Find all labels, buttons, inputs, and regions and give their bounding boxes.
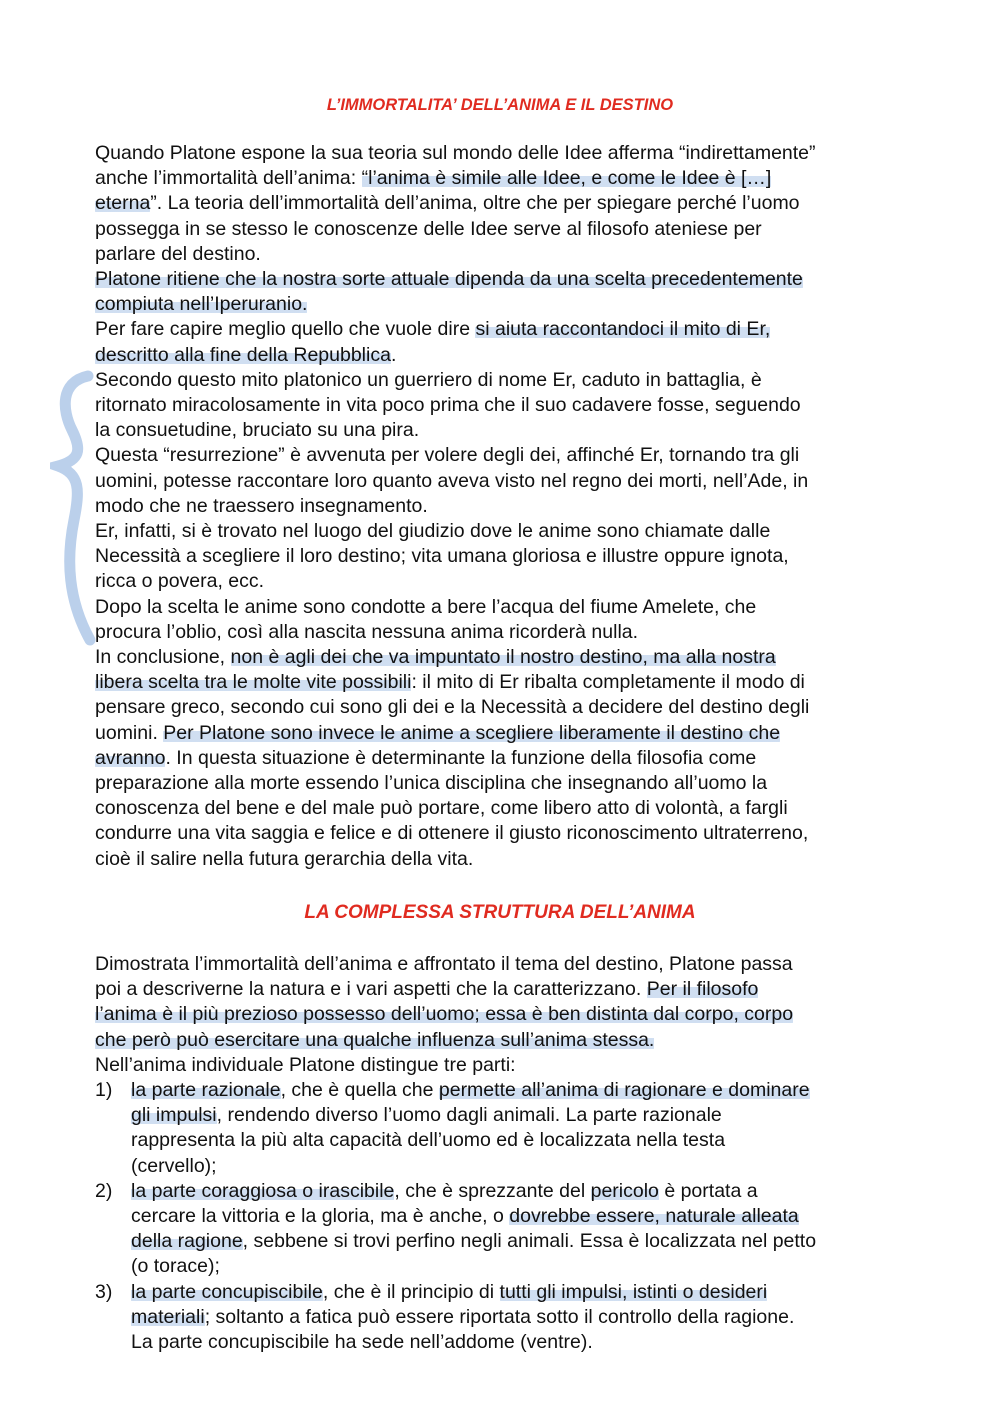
highlighted-text: compiuta nell’Iperuranio. <box>95 293 308 316</box>
text-segment: , che è il principio di <box>322 1280 500 1303</box>
text-line <box>131 1254 925 1279</box>
text-segment: , rendendo diverso l’uomo dagli animali. La parte razionale <box>216 1104 722 1127</box>
text-line <box>95 620 925 645</box>
highlighted-text: l’anima è il più prezioso possesso dell’uomo; essa è ben distinta dal corpo, corpo <box>95 1003 794 1026</box>
text-segment: cercare la vittoria e la gloria, ma è anche, o <box>131 1205 510 1228</box>
text-line <box>131 1305 925 1330</box>
text-line <box>95 1002 925 1027</box>
highlighted-text: la parte razionale <box>131 1079 281 1101</box>
highlighted-text: della ragione <box>131 1230 243 1253</box>
text-segment: (cervello); <box>131 1154 217 1177</box>
text-line <box>95 569 925 594</box>
text-segment: la consuetudine, bruciato su una pira. <box>95 419 420 442</box>
text-line <box>131 1229 925 1254</box>
text-line <box>131 1103 925 1128</box>
text-segment: pensare greco, secondo cui sono gli dei e la Necessità a decidere del destino degli <box>95 696 810 719</box>
text-segment: ricca o povera, ecc. <box>95 570 265 593</box>
text-line <box>95 141 925 166</box>
text-segment: cioè il salire nella futura gerarchia della vita. <box>95 847 474 870</box>
text-line <box>95 544 925 569</box>
highlighted-text: dovrebbe essere, naturale alleata <box>509 1205 799 1228</box>
highlighted-text: la parte concupiscibile <box>131 1280 323 1303</box>
text-segment: poi a descriverne la natura e i vari aspetti che la caratterizzano. <box>95 978 647 1001</box>
soul-part-item <box>95 1078 925 1179</box>
text-line <box>95 796 925 821</box>
soul-parts-list <box>95 1078 925 1355</box>
text-line <box>131 1128 925 1153</box>
text-line <box>131 1078 925 1103</box>
highlighted-text: Per Platone sono invece le anime a scegliere liberamente il destino che <box>163 721 781 744</box>
text-line <box>95 343 925 368</box>
text-line <box>95 242 925 267</box>
highlighted-text: che però può esercitare una qualche influenza sull’anima stessa. <box>95 1028 655 1051</box>
text-line <box>95 469 925 494</box>
soul-part-item <box>95 1280 925 1356</box>
text-line <box>95 977 925 1002</box>
text-segment: Secondo questo mito platonico un guerriero di nome Er, caduto in battaglia, è <box>95 368 762 391</box>
text-segment: Questa “resurrezione” è avvenuta per volere degli dei, affinché Er, tornando tra gli <box>95 444 800 467</box>
paragraph-block-immortality <box>95 141 925 872</box>
text-segment: ; soltanto a fatica può essere riportata sotto il controllo della ragione. <box>204 1305 795 1328</box>
text-line <box>95 746 925 771</box>
text-segment: In conclusione, <box>95 646 231 669</box>
highlighted-text: eterna <box>95 192 151 215</box>
text-line <box>95 519 925 544</box>
paragraph-block-soul-structure <box>95 952 925 1078</box>
text-segment: Necessità a scegliere il loro destino; vita umana gloriosa e illustre oppure ignota, <box>95 545 789 568</box>
highlighted-text: tutti gli impulsi, istinti o desideri <box>499 1280 768 1303</box>
text-segment: ritornato miracolosamente in vita poco prima che il suo cadavere fosse, seguendo <box>95 394 801 417</box>
text-segment: Per fare capire meglio quello che vuole dire <box>95 318 476 341</box>
text-segment: procura l’oblio, così alla nascita nessuna anima ricorderà nulla. <box>95 620 639 643</box>
highlighted-text: permette all’anima di ragionare e dominare <box>438 1079 810 1101</box>
text-line <box>95 393 925 418</box>
text-line <box>95 191 925 216</box>
highlighted-text: materiali <box>131 1305 205 1328</box>
text-segment: Nell’anima individuale Platone distingue tre parti: <box>95 1053 516 1076</box>
section-title-immortality: L’IMMORTALITA’ DELL’ANIMA E IL DESTINO <box>326 96 674 114</box>
highlighted-text: “l’anima è simile alle Idee, e come le Idee è […] <box>361 167 772 190</box>
text-line <box>131 1204 925 1229</box>
highlighted-text: pericolo <box>590 1179 659 1202</box>
text-segment: , che è sprezzante del <box>394 1179 591 1202</box>
highlighted-text: Per il filosofo <box>646 978 759 1001</box>
text-segment: preparazione alla morte essendo l’unica disciplina che insegnando all’uomo la <box>95 772 768 795</box>
text-line <box>95 267 925 292</box>
text-segment: Quando Platone espone la sua teoria sul mondo delle Idee afferma “indirettamente” <box>95 142 816 164</box>
text-line <box>95 645 925 670</box>
text-line <box>131 1154 925 1179</box>
text-segment: modo che ne traessero insegnamento. <box>95 494 428 517</box>
text-segment: uomini, potesse raccontare loro quanto aveva visto nel regno dei morti, nell’Ade, in <box>95 469 809 492</box>
text-line <box>95 443 925 468</box>
text-segment: Dimostrata l’immortalità dell’anima e affrontato il tema del destino, Platone passa <box>95 953 793 975</box>
text-segment: ”. La teoria dell’immortalità dell’anima, oltre che per spiegare perché l’uomo <box>150 192 800 215</box>
highlighted-text: avranno <box>95 746 166 769</box>
text-line <box>95 595 925 620</box>
text-line <box>95 317 925 342</box>
text-line <box>95 292 925 317</box>
text-segment: possegga in se stesso le conoscenze delle Idee serve al filosofo ateniese per <box>95 217 762 240</box>
section-title-soul-structure: LA COMPLESSA STRUTTURA DELL’ANIMA <box>304 902 696 923</box>
text-line <box>95 670 925 695</box>
text-line <box>95 952 925 977</box>
text-segment: conoscenza del bene e del male può portare, come libero atto di volontà, a fargli <box>95 797 788 820</box>
text-segment: Er, infatti, si è trovato nel luogo del giudizio dove le anime sono chiamate dalle <box>95 520 771 543</box>
text-line <box>95 217 925 242</box>
soul-part-item <box>95 1179 925 1280</box>
brace-annotation-mark <box>50 370 100 650</box>
text-line <box>95 494 925 519</box>
text-segment: . <box>390 343 397 366</box>
text-segment: : il mito di Er ribalta completamente il modo di <box>411 671 805 694</box>
highlighted-text: non è agli dei che va impuntato il nostro destino, ma alla nostra <box>230 646 776 669</box>
highlighted-text: la parte coraggiosa o irascibile <box>131 1179 395 1202</box>
text-segment: è portata a <box>658 1179 758 1202</box>
text-segment: rappresenta la più alta capacità dell’uomo ed è localizzata nella testa <box>131 1129 726 1152</box>
text-line <box>95 368 925 393</box>
text-line <box>131 1280 925 1305</box>
list-number: 2) <box>95 1179 113 1202</box>
text-line <box>95 1028 925 1053</box>
text-line <box>95 821 925 846</box>
highlighted-text: descritto alla fine della Repubblica <box>95 343 391 366</box>
text-segment: uomini. <box>95 721 164 744</box>
text-segment: , sebbene si trovi perfino negli animali. Essa è localizzata nel petto <box>242 1230 817 1253</box>
text-line <box>95 166 925 191</box>
text-line <box>95 418 925 443</box>
text-line <box>131 1179 925 1204</box>
highlighted-text: gli impulsi <box>131 1104 217 1127</box>
text-segment: La parte concupiscibile ha sede nell’addome (ventre). <box>131 1331 593 1354</box>
text-line <box>95 771 925 796</box>
text-segment: , che è quella che <box>280 1079 439 1101</box>
text-line <box>131 1330 925 1355</box>
text-line <box>95 721 925 746</box>
text-line <box>95 1053 925 1078</box>
text-line <box>95 847 925 872</box>
text-segment: condurre una vita saggia e felice e di ottenere il giusto riconoscimento ultraterreno, <box>95 822 809 845</box>
text-segment: anche l’immortalità dell’anima: <box>95 167 362 190</box>
highlighted-text: Platone ritiene che la nostra sorte attuale dipenda da una scelta precedentemente <box>95 268 803 291</box>
text-line <box>95 695 925 720</box>
list-number: 3) <box>95 1280 113 1303</box>
text-segment: (o torace); <box>131 1255 220 1278</box>
highlighted-text: libera scelta tra le molte vite possibili <box>95 671 412 694</box>
highlighted-text: si aiuta raccontandoci il mito di Er, <box>475 318 771 341</box>
text-segment: Dopo la scelta le anime sono condotte a bere l’acqua del fiume Amelete, che <box>95 595 757 618</box>
list-number: 1) <box>95 1079 113 1101</box>
text-segment: parlare del destino. <box>95 242 261 265</box>
text-segment: . In questa situazione è determinante la funzione della filosofia come <box>165 746 757 769</box>
